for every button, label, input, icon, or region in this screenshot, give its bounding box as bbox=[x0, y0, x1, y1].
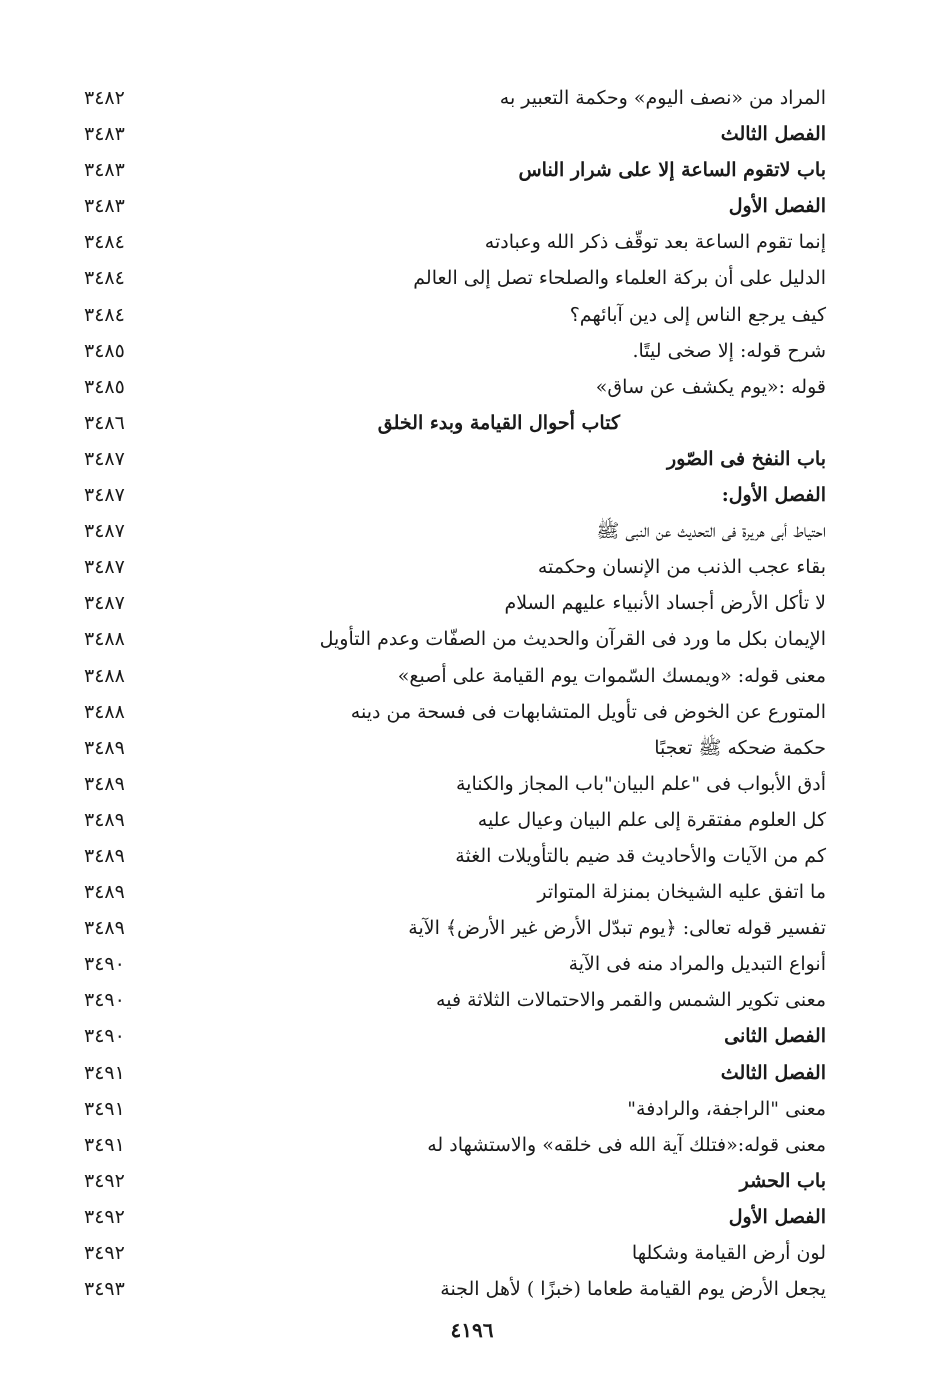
toc-entry-title: معنى "الراجفة، والرادفة" bbox=[627, 1097, 826, 1120]
toc-entry-title: يجعل الأرض يوم القيامة طعاما (خبزًا ) لأهل الجنة bbox=[440, 1278, 826, 1301]
toc-entry bbox=[0, 910, 944, 946]
toc-entry-title: الفصل الأول: bbox=[721, 484, 826, 507]
toc-entry-page: ٣٤٩٣ bbox=[84, 1278, 125, 1301]
toc-entry bbox=[0, 982, 944, 1018]
toc-entry-page: ٣٤٨٩ bbox=[84, 772, 125, 795]
toc-entry bbox=[0, 1235, 944, 1271]
toc-entry-page: ٣٤٨٧ bbox=[84, 592, 125, 615]
toc-entry bbox=[0, 621, 944, 657]
toc-entry-page: ٣٤٨٣ bbox=[84, 123, 125, 146]
toc-entry-title: أدق الأبواب فى "علم البيان"باب المجاز والكناية bbox=[455, 772, 826, 795]
toc-entry bbox=[0, 1199, 944, 1235]
toc-entry bbox=[0, 441, 944, 477]
toc-entry bbox=[0, 1018, 944, 1054]
toc-entry bbox=[0, 513, 944, 549]
toc-entry bbox=[0, 405, 944, 441]
toc-entry-page: ٣٤٩٠ bbox=[84, 953, 125, 976]
toc-entry bbox=[0, 1271, 944, 1307]
toc-entry-title: باب الحشر bbox=[739, 1169, 826, 1192]
toc-entry-title: كل العلوم مفتقرة إلى علم البيان وعيال عليه bbox=[477, 808, 826, 831]
toc-entry bbox=[0, 224, 944, 260]
toc-entry-page: ٣٤٩١ bbox=[84, 1133, 125, 1156]
toc-entry-title: الفصل الأول bbox=[728, 195, 826, 218]
toc-entry-title: الإيمان بكل ما ورد فى القرآن والحديث من الصفّات وعدم التأويل bbox=[319, 628, 826, 651]
toc-entry bbox=[0, 585, 944, 621]
toc-entry-page: ٣٤٩٢ bbox=[84, 1242, 125, 1264]
toc-entry bbox=[0, 1163, 944, 1199]
toc-entry-page: ٣٤٨٥ bbox=[84, 375, 125, 398]
toc-entry-title: كم من الآيات والأحاديث قد ضيم بالتأويلات الغثة bbox=[455, 844, 826, 867]
toc-entry-page: ٣٤٨٩ bbox=[84, 736, 125, 759]
toc-entry-title: أنواع التبديل والمراد منه فى الآية bbox=[568, 953, 826, 976]
toc-entry bbox=[0, 1127, 944, 1163]
toc-entry-title: الدليل على أن بركة العلماء والصلحاء تصل إلى العالم bbox=[413, 267, 826, 290]
toc-entry-page: ٣٤٨٩ bbox=[84, 881, 125, 904]
page-number: ٤١٩٦ bbox=[450, 1318, 494, 1342]
toc-entry-page: ٣٤٨٩ bbox=[84, 808, 125, 831]
toc-entry-title: معنى تكوير الشمس والقمر والاحتمالات الثلاثة فيه bbox=[436, 989, 826, 1012]
toc-entry bbox=[0, 152, 944, 188]
toc-entry bbox=[0, 658, 944, 694]
toc-entry-title: شرح قوله: إلا صخى ليتًا. bbox=[632, 339, 826, 362]
toc-entry bbox=[0, 369, 944, 405]
toc-entry-title: باب النفخ فى الصّور bbox=[667, 447, 826, 470]
toc-entry-title: المتورع عن الخوض فى تأويل المتشابهات فى فسحة من دينه bbox=[350, 700, 826, 723]
toc-entry-page: ٣٤٨٧ bbox=[84, 447, 125, 470]
toc-entry bbox=[0, 694, 944, 730]
toc-entry-title: ما اتفق عليه الشيخان بمنزلة المتواتر bbox=[537, 881, 826, 904]
toc-entry-page: ٣٤٨٢ bbox=[84, 87, 125, 109]
toc-entry-title: لا تأكل الأرض أجساد الأنبياء عليهم السلام bbox=[504, 592, 826, 615]
toc-entry-title: حكمة ضحكه ﷺ تعجبًا bbox=[654, 736, 826, 759]
toc-entry bbox=[0, 477, 944, 513]
toc-entry-page: ٣٤٩٠ bbox=[84, 989, 125, 1012]
toc-entry-title: لون أرض القيامة وشكلها bbox=[631, 1242, 826, 1264]
toc-entry-page: ٣٤٨٨ bbox=[84, 628, 125, 651]
toc-entry-page: ٣٤٩٢ bbox=[84, 1205, 125, 1228]
toc-entry-title: احتياط أبى هريرة فى التحديث عن النبى ﷺ bbox=[596, 520, 826, 543]
toc-entry-page: ٣٤٩٢ bbox=[84, 1169, 125, 1192]
toc-entry-title: إنما تقوم الساعة بعد توقّف ذكر الله وعبادته bbox=[484, 231, 826, 254]
toc-entry-title: المراد من «نصف اليوم» وحكمة التعبير به bbox=[499, 87, 826, 109]
toc-entry bbox=[0, 260, 944, 296]
toc-entry-page: ٣٤٨٣ bbox=[84, 159, 125, 182]
toc-entry-page: ٣٤٨٨ bbox=[84, 700, 125, 723]
toc-entry-page: ٣٤٨٨ bbox=[84, 664, 125, 687]
toc-entry-page: ٣٤٨٤ bbox=[84, 231, 125, 254]
toc-entry bbox=[0, 874, 944, 910]
toc-entry-page: ٣٤٨٧ bbox=[84, 556, 125, 579]
toc-entry bbox=[0, 80, 944, 116]
toc-entry-title: بقاء عجب الذنب من الإنسان وحكمته bbox=[537, 556, 826, 579]
toc-entry-page: ٣٤٨٦ bbox=[84, 411, 125, 434]
toc-entry bbox=[0, 188, 944, 224]
toc-entry-page: ٣٤٩٠ bbox=[84, 1025, 125, 1048]
toc-entry bbox=[0, 838, 944, 874]
toc-entry-page: ٣٤٨٤ bbox=[84, 267, 125, 290]
toc-entry-title: قوله :«يوم يكشف عن ساق» bbox=[595, 375, 826, 398]
toc-entry bbox=[0, 766, 944, 802]
toc-entry-page: ٣٤٨٩ bbox=[84, 917, 125, 940]
toc-entry bbox=[0, 946, 944, 982]
toc-entry-title: معنى قوله:«فتلك آية الله فى خلقه» والاستشهاد له bbox=[427, 1133, 826, 1156]
toc-entry-title: معنى قوله: «ويمسك السّموات يوم القيامة على أصبع» bbox=[397, 664, 826, 687]
toc-entry-page: ٣٤٩١ bbox=[84, 1097, 125, 1120]
toc-entry bbox=[0, 1091, 944, 1127]
toc-entry bbox=[0, 549, 944, 585]
toc-entry bbox=[0, 297, 944, 333]
toc-entry bbox=[0, 730, 944, 766]
toc-entry-page: ٣٤٨٣ bbox=[84, 195, 125, 218]
toc-entry-title: باب لاتقوم الساعة إلا على شرار الناس bbox=[518, 159, 826, 182]
toc-entry-page: ٣٤٨٩ bbox=[84, 844, 125, 867]
toc-entry bbox=[0, 333, 944, 369]
toc-entry-title: الفصل الثالث bbox=[720, 1061, 826, 1084]
toc-entry-title: تفسير قوله تعالى: ﴿يوم تبدّل الأرض غير الأرض﴾ الآية bbox=[408, 917, 826, 940]
toc-entry bbox=[0, 802, 944, 838]
toc-entry bbox=[0, 116, 944, 152]
toc-entry-title: الفصل الثالث bbox=[720, 123, 826, 146]
toc-entry-title: كتاب أحوال القيامة وبدء الخلق bbox=[377, 411, 620, 434]
toc-entry-page: ٣٤٨٤ bbox=[84, 303, 125, 326]
toc-entry-title: كيف يرجع الناس إلى دين آبائهم؟ bbox=[569, 303, 826, 326]
toc-entry-page: ٣٤٨٥ bbox=[84, 339, 125, 362]
toc-entry-title: الفصل الأول bbox=[728, 1205, 826, 1228]
toc-entry-page: ٣٤٨٧ bbox=[84, 520, 125, 543]
toc-entry bbox=[0, 1055, 944, 1091]
table-of-contents bbox=[0, 80, 944, 1307]
toc-entry-title: الفصل الثانى bbox=[724, 1025, 826, 1048]
toc-entry-page: ٣٤٨٧ bbox=[84, 484, 125, 507]
toc-entry-page: ٣٤٩١ bbox=[84, 1061, 125, 1084]
